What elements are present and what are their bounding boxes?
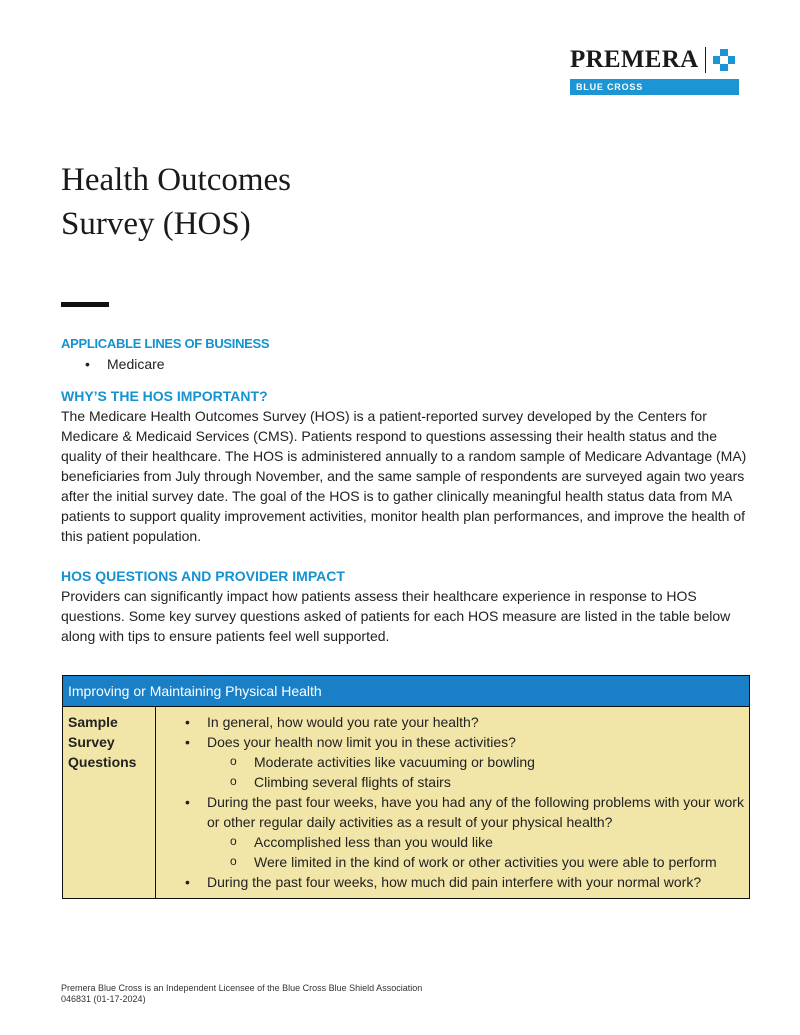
label-line: Questions: [68, 754, 137, 770]
document-body: [61, 334, 751, 646]
survey-question: [161, 712, 744, 732]
list-item: • Medicare: [61, 354, 751, 374]
survey-questions-list: [161, 712, 744, 892]
table-header-row: [63, 676, 750, 707]
lines-of-business-heading: APPLICABLE LINES OF BUSINESS: [61, 336, 270, 351]
title-rule: [61, 302, 109, 307]
importance-heading: WHY’S THE HOS IMPORTANT?: [61, 388, 268, 404]
importance-paragraph: The Medicare Health Outcomes Survey (HOS) is a patient-reported survey developed by the Centers for Medicare & Medicaid Services (CMS). Patients respond to questions assessing their health status and the quality of their healthcare. The HOS is administered annually to a random sample of Medicare Advantage (MA) beneficiaries from July through November, and the same sample of respondents are surveyed again two years after the initial survey date. The goal of the HOS is to gather clinically meaningful health status data from MA patients to support quality improvement activities, monitor health plan performances, and improve the health of this patient population.: [61, 408, 747, 544]
page-footer: [61, 983, 422, 1005]
survey-question-text: During the past four weeks, have you had any of the following problems with your work or other regular daily activities as a result of your physical health?: [207, 794, 744, 830]
footer-license-text: Premera Blue Cross is an Independent Licensee of the Blue Cross Blue Shield Association: [61, 983, 423, 993]
impact-heading: HOS QUESTIONS AND PROVIDER IMPACT: [61, 568, 345, 584]
survey-question-text: Does your health now limit you in these activities?: [207, 734, 516, 750]
logo-wordmark-row: [570, 44, 740, 76]
label-line: Survey: [68, 734, 115, 750]
logo-wordmark: PREMERA: [570, 46, 699, 73]
page-title-line-2: Survey (HOS): [61, 206, 251, 242]
impact-section: [61, 566, 751, 646]
table-row: [63, 707, 750, 899]
logo-divider: [705, 47, 706, 73]
premera-logo: [570, 44, 740, 95]
survey-question-text: During the past four weeks, how much did pain interfere with your normal work?: [207, 874, 702, 890]
hos-measure-table: [62, 675, 750, 899]
lines-of-business-section: [61, 334, 751, 374]
survey-question-text: In general, how would you rate your health?: [207, 714, 479, 730]
table-header: Improving or Maintaining Physical Health: [63, 676, 750, 707]
survey-subquestion: o Were limited in the kind of work or other activities you were able to perform: [207, 852, 744, 872]
survey-subquestion-list: [207, 832, 744, 872]
lines-of-business-list: [61, 354, 751, 374]
table-row-label: [63, 707, 156, 899]
page-title: [61, 158, 291, 246]
logo-band: BLUE CROSS: [570, 79, 739, 95]
impact-paragraph: Providers can significantly impact how patients assess their healthcare experience in response to HOS questions. Some key survey questions asked of patients for each HOS measure are listed in the table below along with tips to ensure patients feel well supported.: [61, 588, 731, 644]
survey-subquestion: o Accomplished less than you would like: [207, 832, 744, 852]
survey-question: [161, 792, 744, 872]
page-title-line-1: Health Outcomes: [61, 162, 292, 198]
importance-section: [61, 386, 751, 546]
survey-subquestion: o Climbing several flights of stairs: [207, 772, 744, 792]
survey-subquestion: o Moderate activities like vacuuming or bowling: [207, 752, 744, 772]
survey-questions-cell: [156, 707, 750, 899]
survey-question: [161, 872, 744, 892]
survey-question: [161, 732, 744, 792]
survey-subquestion-list: [207, 752, 744, 792]
footer-document-id: 046831 (01-17-2024): [61, 994, 146, 1004]
blue-cross-icon: [713, 49, 735, 71]
label-line: Sample: [68, 714, 118, 730]
